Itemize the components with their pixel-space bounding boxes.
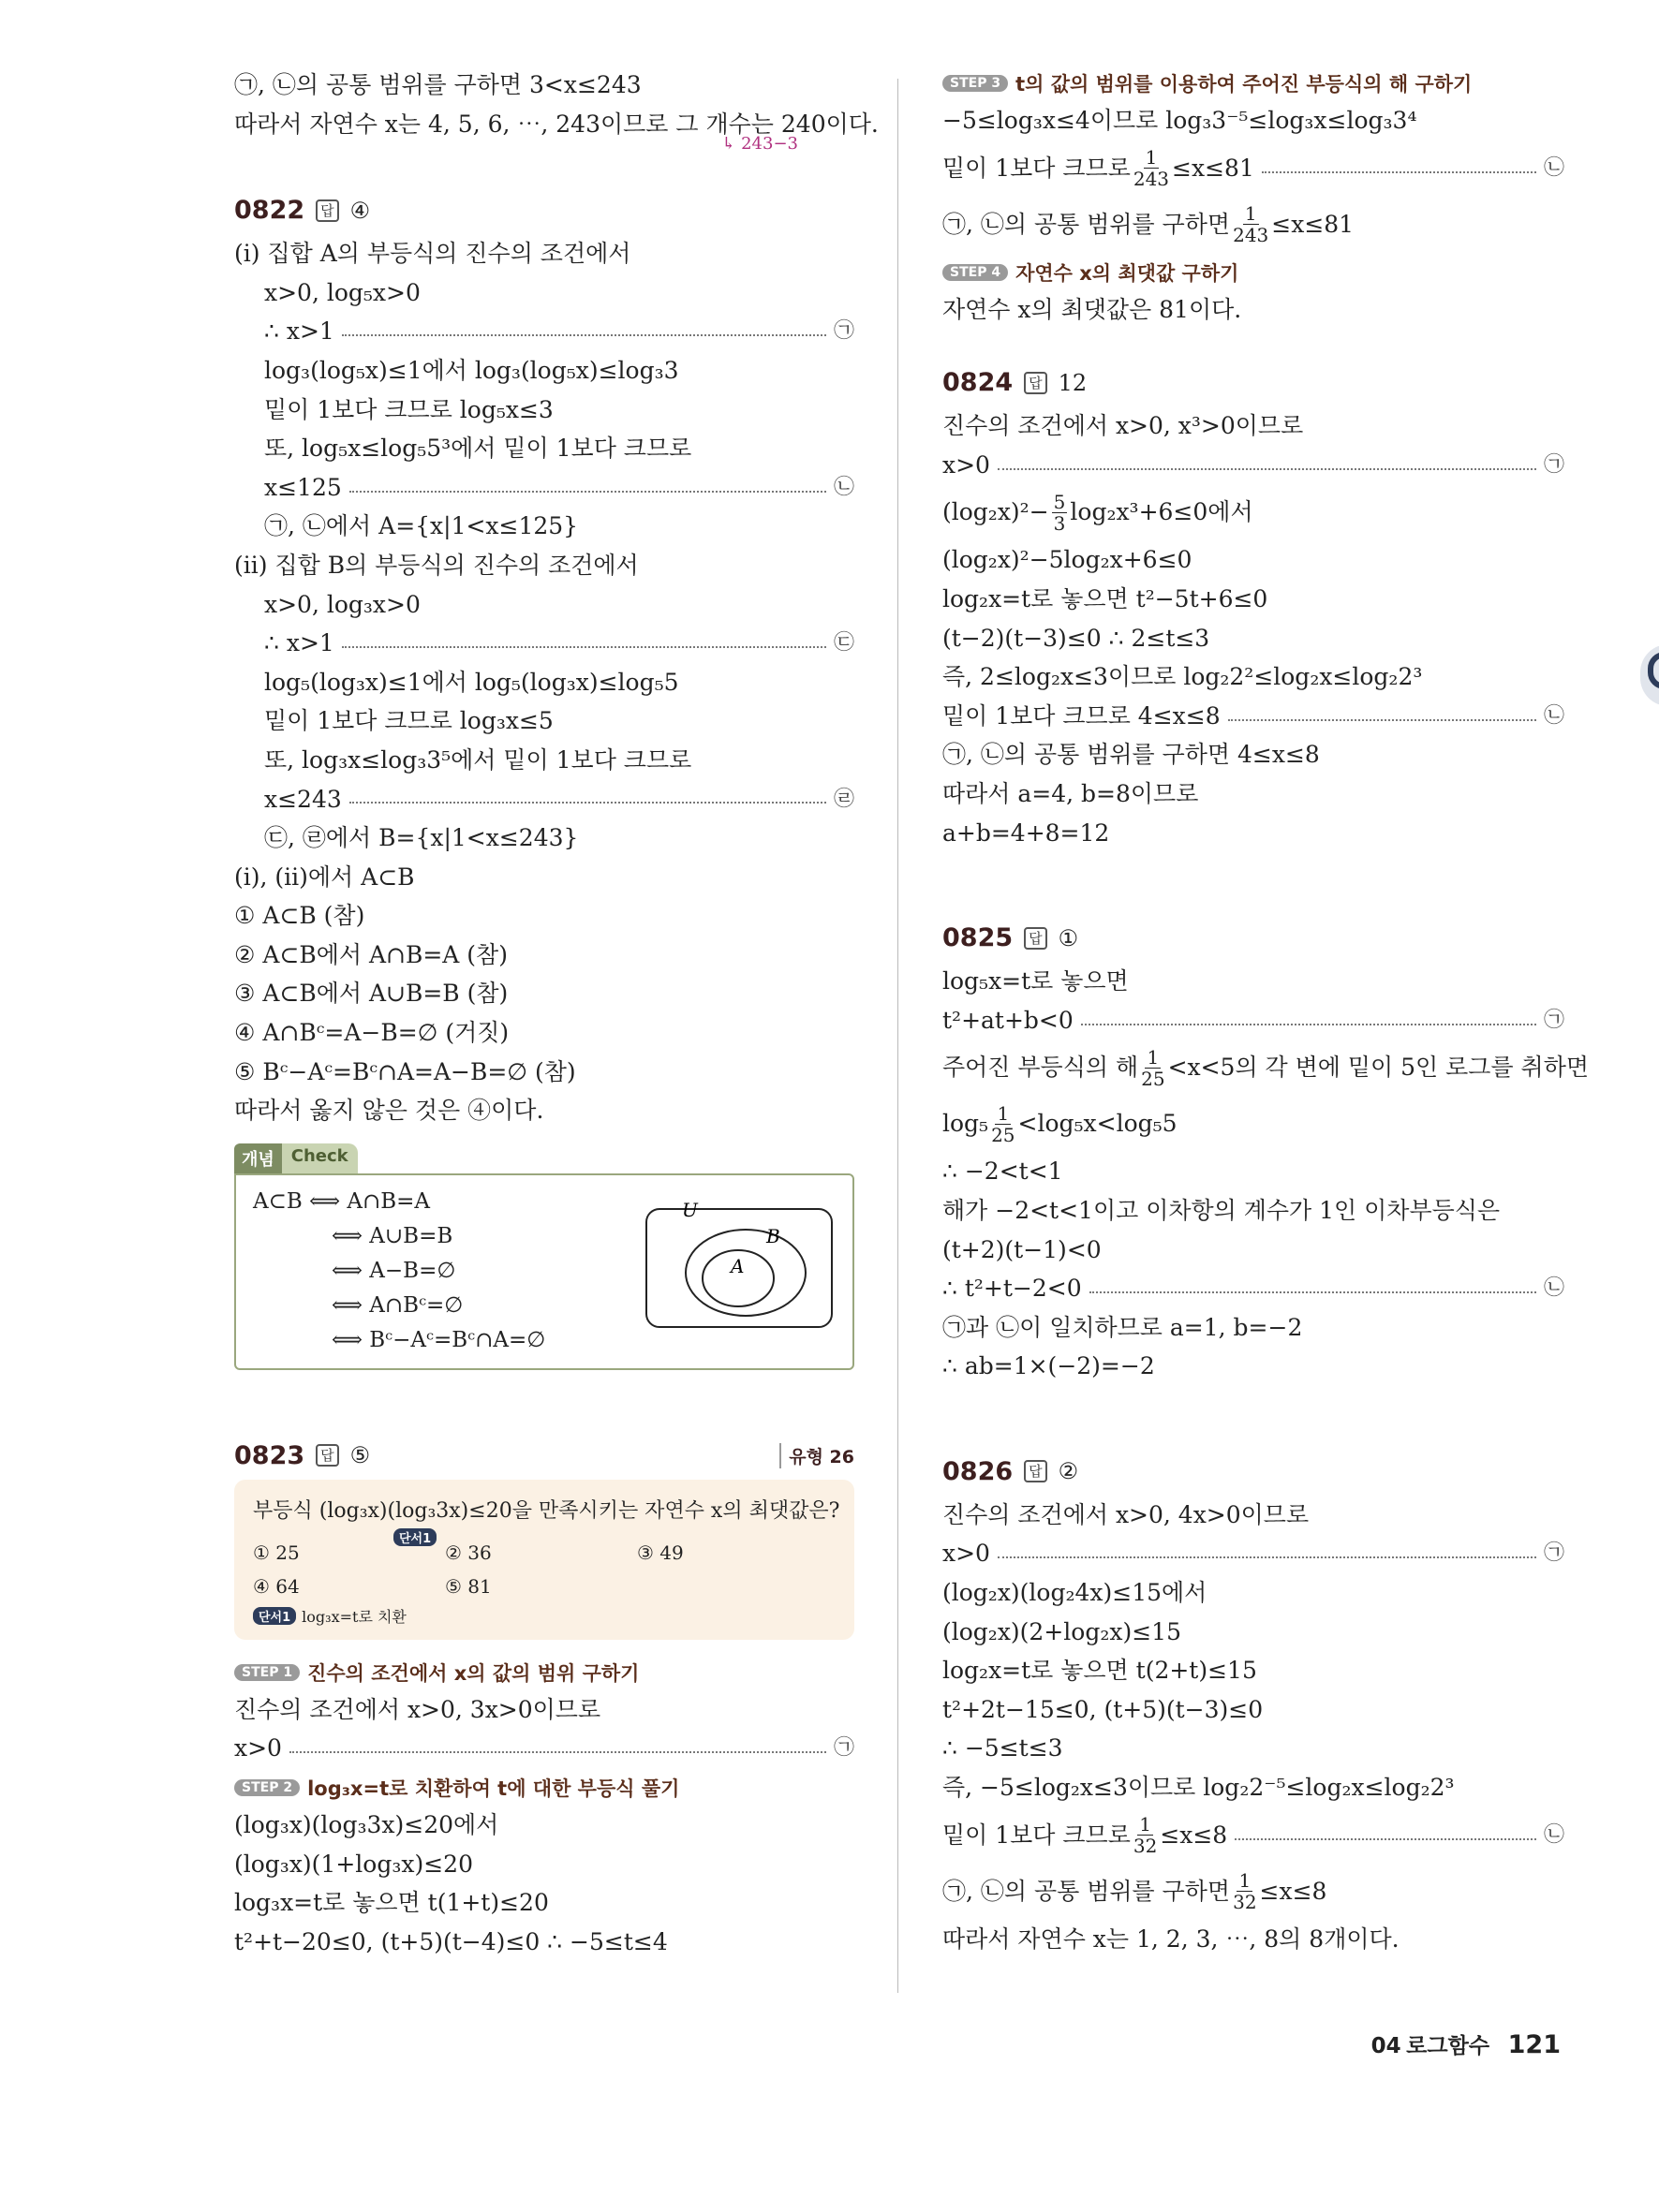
line-text: (log₂x)(log₂4x)≤15에서 (942, 1579, 1207, 1607)
line-text: 해가 −2<t<1이고 이차항의 계수가 1인 이차부등식은 (942, 1196, 1501, 1224)
marker: ㉢ (833, 631, 854, 656)
line-text: ∴ ab=1×(−2)=−2 (942, 1352, 1155, 1380)
solution-line (942, 1573, 1564, 1613)
answer-value: ① (1058, 924, 1079, 951)
line-text: 즉, −5≤log₂x≤3이므로 log₂2⁻⁵≤log₂x≤log₂2³ (942, 1774, 1455, 1802)
solution-line (942, 1191, 1564, 1231)
solution-line (234, 896, 854, 936)
step-3-header (942, 69, 1564, 97)
solution-line (942, 1534, 1564, 1573)
solution-0825 (942, 1152, 1564, 1386)
denominator: 243 (1233, 224, 1269, 247)
solution-line (942, 1690, 1564, 1730)
denominator: 243 (1133, 168, 1170, 191)
leader-dots (349, 491, 826, 493)
text-part: ㉠, ㉡의 공통 범위를 구하면 (942, 210, 1231, 238)
text-line: 따라서 자연수 x는 1, 2, 3, ⋯, 8의 8개이다. (942, 1924, 1400, 1953)
step-4-header (942, 258, 1564, 287)
numerator: 1 (1238, 1869, 1252, 1893)
solution-line (942, 697, 1564, 736)
chapter-title: 로그함수 (1406, 2034, 1490, 2058)
venn-diagram (644, 1200, 836, 1331)
line-text: ④ A∩Bᶜ=A−B=∅ (거짓) (234, 1019, 510, 1047)
solution-line (942, 1347, 1564, 1386)
concept-line: ⟺ A∪B=B (332, 1223, 453, 1248)
text-part: <x<5의 각 변에 밑이 5인 로그를 취하면 (1167, 1054, 1589, 1082)
spacer (234, 1370, 854, 1436)
solution-line (234, 429, 854, 468)
leader-dots (349, 802, 826, 804)
text-part: log₂x³+6≤0에서 (1070, 498, 1253, 526)
text-line (942, 1040, 1589, 1096)
text-line (942, 1001, 1564, 1040)
fraction (1133, 1814, 1157, 1856)
numerator: 1 (997, 1101, 1010, 1125)
solution-line (942, 1729, 1564, 1768)
line-text: (t−2)(t−3)≤0 ∴ 2≤t≤3 (942, 624, 1210, 652)
solution-line (234, 312, 854, 351)
solution-line (234, 1845, 854, 1884)
page-number: 121 (1507, 2030, 1561, 2059)
line-text: x≤125 (264, 473, 342, 501)
line-text: ∴ x>1 (264, 317, 334, 346)
line-text: x≤243 (264, 785, 342, 813)
step-2-body (234, 1806, 854, 1961)
line-text: (ⅰ) 집합 A의 부등식의 진수의 조건에서 (234, 240, 631, 268)
text-line (942, 140, 1564, 197)
spacer (234, 156, 854, 190)
label-a: A (731, 1254, 745, 1277)
solution-line (234, 391, 854, 430)
line-text: 진수의 조건에서 x>0, 4x>0이므로 (942, 1500, 1310, 1528)
line-text: (log₃x)(log₃3x)≤20에서 (234, 1811, 499, 1839)
line-text: 또, log₅x≤log₅5³에서 밑이 1보다 크므로 (264, 435, 692, 463)
leader-dots (998, 1556, 1536, 1558)
line-text: (log₂x)²−5log₂x+6≤0 (942, 546, 1192, 574)
line-text: 진수의 조건에서 x>0, 3x>0이므로 (234, 1695, 601, 1723)
line-text: log₃(log₅x)≤1에서 log₃(log₅x)≤log₃3 (264, 356, 679, 384)
options (253, 1536, 836, 1603)
marker: ㉡ (1543, 155, 1564, 180)
solution-line (234, 624, 854, 663)
solution-line (234, 1883, 854, 1923)
text-line (942, 197, 1564, 253)
text-part: ≤x≤81 (1271, 210, 1355, 238)
numerator: 1 (1145, 146, 1158, 170)
answer-badge: 답 (316, 199, 339, 222)
problem-number: 0824 (942, 368, 1014, 398)
line-text: 밑이 1보다 크므로 4≤x≤8 (942, 701, 1221, 730)
fraction (1133, 147, 1169, 189)
numerator: 1 (1147, 1045, 1160, 1069)
answer-badge: 답 (1024, 372, 1047, 394)
fraction (1052, 492, 1068, 534)
solution-line (234, 741, 854, 780)
line-text: 따라서 옳지 않은 것은 ④이다. (234, 1097, 544, 1125)
problem-header-0823 (234, 1441, 854, 1470)
leader-dots (342, 334, 826, 336)
solution-line (942, 1308, 1564, 1348)
option: ① 25 (253, 1541, 300, 1564)
marker: ㉡ (1543, 703, 1564, 728)
step-badge: STEP 2 (234, 1779, 300, 1796)
text-part: t²+at+b<0 (942, 1006, 1074, 1034)
solution-line (234, 351, 854, 391)
step-title: t의 값의 범위를 이용하여 주어진 부등식의 해 구하기 (1015, 73, 1473, 96)
line-text: 따라서 a=4, b=8이므로 (942, 779, 1199, 807)
solution-line (234, 780, 854, 819)
line-text: ㉠, ㉡의 공통 범위를 구하면 4≤x≤8 (942, 741, 1320, 769)
left-column (234, 66, 879, 1961)
text-part: 밑이 1보다 크므로 (942, 1821, 1131, 1849)
concept-check-box (234, 1173, 854, 1370)
line-text: (ⅰ), (ⅱ)에서 A⊂B (234, 863, 415, 891)
line-text: log₃x=t로 놓으면 t(1+t)≤20 (234, 1889, 549, 1917)
leader-dots (1235, 1838, 1536, 1840)
chapter-tab (1640, 644, 1659, 706)
fraction (1233, 203, 1268, 245)
line-text: ㉠과 ㉡이 일치하므로 a=1, b=−2 (942, 1313, 1303, 1341)
line-text: log₂x=t로 놓으면 t²−5t+6≤0 (942, 584, 1268, 612)
line-text: (log₂x)(2+log₂x)≤15 (942, 1617, 1181, 1645)
annotation-note: ↳ 243−3 (721, 134, 798, 155)
text-line: 따라서 자연수 x는 4, 5, 6, ⋯, 243이므로 그 개수는 240이다. (234, 110, 879, 138)
line-text: x>0 (942, 1540, 990, 1568)
leader-dots (342, 646, 826, 648)
solution-line (942, 1269, 1564, 1308)
line-text: ⑤ Bᶜ−Aᶜ=Bᶜ∩A=A−B=∅ (참) (234, 1057, 576, 1085)
text-line (942, 1864, 1564, 1920)
text-part: (log₂x)²− (942, 498, 1049, 526)
text-part: ≤x≤81 (1172, 154, 1254, 182)
check-tag: Check (282, 1143, 358, 1173)
line-text: 즉, 2≤log₂x≤3이므로 log₂2²≤log₂x≤log₂2³ (942, 663, 1423, 691)
option: ⑤ 81 (445, 1574, 492, 1598)
text-line: ㉠, ㉡의 공통 범위를 구하면 3<x≤243 (234, 71, 642, 98)
leader-dots (1081, 1024, 1536, 1025)
denominator: 25 (1141, 1067, 1165, 1090)
chapter-number: 04 (1370, 2034, 1401, 2058)
leader-dots (998, 468, 1536, 470)
text-part: log₅ (942, 1110, 989, 1138)
text-line (942, 446, 1564, 485)
text-part: ≤x≤8 (1259, 1877, 1327, 1905)
step-2-header (234, 1774, 854, 1802)
answer-value: ④ (349, 197, 371, 224)
line-text: (t+2)(t−1)<0 (942, 1235, 1102, 1263)
text-part: x>0 (942, 450, 990, 479)
solution-line (234, 818, 854, 858)
line-text: log₂x=t로 놓으면 t(2+t)≤15 (942, 1657, 1257, 1685)
solution-line (234, 1013, 854, 1053)
text-line: log₅x=t로 놓으면 (942, 967, 1129, 995)
fraction (1233, 1870, 1256, 1912)
text-part: ≤x≤8 (1160, 1821, 1228, 1849)
line-text: ㉢, ㉣에서 B={x|1<x≤243} (264, 824, 579, 852)
line-text: (ⅱ) 집합 B의 부등식의 진수의 조건에서 (234, 551, 639, 579)
answer-badge: 답 (1024, 1460, 1047, 1482)
line-text: t²+2t−15≤0, (t+5)(t−3)≤0 (942, 1695, 1264, 1723)
solution-line (942, 1231, 1564, 1270)
problem-number: 0825 (942, 923, 1014, 953)
step-badge: STEP 3 (942, 75, 1008, 92)
option: ② 36 (445, 1541, 492, 1564)
leader-dots (1089, 1291, 1536, 1293)
text-line: −5≤log₃x≤4이므로 log₃3⁻⁵≤log₃x≤log₃3⁴ (942, 107, 1417, 134)
solution-0824 (942, 540, 1564, 852)
concept-header (234, 1143, 854, 1173)
solution-line (234, 546, 854, 585)
concept-line: ⟺ A−B=∅ (332, 1258, 456, 1283)
solution-line (942, 774, 1564, 814)
line-text: ∴ x>1 (264, 629, 334, 657)
step-badge: STEP 1 (234, 1664, 300, 1681)
solution-line (942, 1613, 1564, 1652)
problem-number: 0822 (234, 196, 305, 226)
text-line (942, 1807, 1564, 1864)
line-text: x>0 (234, 1734, 282, 1762)
label-u: U (682, 1199, 698, 1221)
solution-line (234, 974, 854, 1013)
numerator: 5 (1053, 490, 1066, 513)
solution-line (234, 1690, 854, 1730)
solution-line (234, 1729, 854, 1768)
marker: ㉠ (833, 1736, 854, 1761)
leader-dots (1228, 719, 1536, 721)
line-text: ∴ −2<t<1 (942, 1158, 1063, 1186)
option: ④ 64 (253, 1574, 300, 1598)
text-part: 밑이 1보다 크므로 (942, 154, 1131, 182)
solution-line (942, 580, 1564, 619)
solution-line (234, 585, 854, 625)
line-text: ③ A⊂B에서 A∪B=B (참) (234, 980, 509, 1008)
answer-badge: 답 (1024, 927, 1047, 950)
line-text: t²+t−20≤0, (t+5)(t−4)≤0 ∴ −5≤t≤4 (234, 1927, 668, 1955)
answer-badge: 답 (316, 1444, 339, 1467)
problem-header-0822 (234, 196, 854, 225)
problem-header-0826 (942, 1457, 1564, 1486)
solution-0826 (942, 1496, 1564, 1807)
leader-dots (1262, 171, 1536, 173)
solution-line (942, 735, 1564, 774)
concept-line: ⟺ A∩Bᶜ=∅ (332, 1292, 464, 1318)
line-text: ① A⊂B (참) (234, 902, 365, 930)
denominator: 32 (1233, 1891, 1257, 1914)
solution-line (234, 1923, 854, 1962)
answer-value: ② (1058, 1458, 1079, 1485)
spacer (942, 1386, 1564, 1452)
solution-line (942, 540, 1564, 580)
step-title: 자연수 x의 최댓값 구하기 (1015, 261, 1239, 285)
solution-line (942, 1152, 1564, 1191)
fraction (1141, 1047, 1164, 1089)
fraction (991, 1103, 1015, 1145)
step-1-body (234, 1690, 854, 1768)
solution-line (234, 273, 854, 313)
solution-line (942, 1496, 1564, 1535)
page-footer (1371, 2028, 1561, 2059)
line-text: (log₃x)(1+log₃x)≤20 (234, 1850, 473, 1878)
spacer (942, 329, 1564, 362)
text-part: 주어진 부등식의 해 (942, 1054, 1139, 1082)
solution-line (942, 814, 1564, 853)
hint-marker: 단서1 (393, 1528, 437, 1546)
right-column (942, 69, 1589, 1958)
numerator: 1 (1139, 1813, 1151, 1836)
hint-badge: 단서1 (253, 1607, 296, 1625)
problem-box (234, 1480, 854, 1640)
column-divider (897, 79, 898, 1993)
solution-0822 (234, 234, 854, 1130)
answer-value: 12 (1058, 369, 1088, 396)
spacer (942, 852, 1564, 918)
line-text: ㉠, ㉡에서 A={x|1<x≤125} (264, 512, 579, 540)
line-text: x>0, log₅x>0 (264, 278, 421, 306)
solution-line (234, 468, 854, 508)
solution-line (234, 507, 854, 546)
solution-line (234, 663, 854, 702)
problem-header-0824 (942, 368, 1564, 397)
marker: ㉡ (833, 475, 854, 499)
solution-line (234, 1091, 854, 1130)
line-text: 밑이 1보다 크므로 log₅x≤3 (264, 395, 554, 423)
hint-row (253, 1605, 836, 1627)
problem-number: 0823 (234, 1440, 305, 1470)
text-line: 진수의 조건에서 x>0, x³>0이므로 (942, 412, 1304, 440)
text-line (942, 484, 1564, 540)
step-title: log₃x=t로 치환하여 t에 대한 부등식 풀기 (307, 1777, 680, 1801)
solution-line (234, 936, 854, 975)
line-text: ② A⊂B에서 A∩B=A (참) (234, 940, 508, 968)
marker: ㉡ (1543, 1822, 1564, 1847)
solution-line (234, 234, 854, 273)
chapter-tab-mark (1648, 652, 1659, 689)
answer-value: ⑤ (349, 1442, 371, 1469)
solution-line (942, 1651, 1564, 1690)
problem-question: 부등식 (log₃x)(log₃3x)≤20을 만족시키는 자연수 x의 최댓값은? (253, 1498, 840, 1523)
solution-line (234, 858, 854, 897)
problem-header-0825 (942, 923, 1564, 952)
solution-line (234, 1806, 854, 1845)
option: ③ 49 (637, 1541, 684, 1564)
problem-type: 유형 26 (779, 1443, 854, 1468)
solution-line (942, 657, 1564, 697)
text-part: ㉠, ㉡의 공통 범위를 구하면 (942, 1877, 1231, 1905)
marker: ㉠ (833, 319, 854, 344)
marker: ㉠ (1543, 1008, 1564, 1032)
denominator: 32 (1133, 1835, 1158, 1858)
marker: ㉠ (1543, 452, 1564, 477)
line-text: log₅(log₃x)≤1에서 log₅(log₃x)≤log₅5 (264, 668, 679, 696)
hint-text: log₃x=t로 치환 (302, 1607, 407, 1626)
line-text: ∴ −5≤t≤3 (942, 1734, 1063, 1762)
line-text: x>0, log₃x>0 (264, 590, 421, 618)
concept-line: A⊂B ⟺ A∩B=A (253, 1188, 431, 1214)
annotation-note-text: 243−3 (741, 134, 798, 155)
text-part: <log₅x<log₅5 (1017, 1110, 1178, 1138)
step-1-header (234, 1659, 854, 1687)
solution-line (942, 1768, 1564, 1807)
concept-line: ⟺ Bᶜ−Aᶜ=Bᶜ∩A=∅ (332, 1327, 546, 1352)
step-badge: STEP 4 (942, 264, 1008, 281)
solution-line (234, 1053, 854, 1092)
marker: ㉣ (833, 787, 854, 811)
step-title: 진수의 조건에서 x의 값의 범위 구하기 (307, 1661, 640, 1685)
denominator: 3 (1053, 511, 1066, 535)
problem-number: 0826 (942, 1456, 1014, 1486)
line-text: a+b=4+8=12 (942, 818, 1110, 847)
text-line (942, 1096, 1564, 1152)
solution-line (234, 701, 854, 741)
leader-dots (289, 1751, 826, 1753)
line-text: 또, log₃x≤log₃3⁵에서 밑이 1보다 크므로 (264, 745, 692, 774)
marker: ㉠ (1543, 1541, 1564, 1566)
line-text: ∴ t²+t−2<0 (942, 1275, 1082, 1303)
numerator: 1 (1244, 202, 1257, 226)
solution-line (942, 619, 1564, 658)
line-text: 밑이 1보다 크므로 log₃x≤5 (264, 707, 554, 735)
text-line: 자연수 x의 최댓값은 81이다. (942, 295, 1242, 323)
marker: ㉡ (1543, 1276, 1564, 1301)
label-b: B (766, 1224, 780, 1247)
concept-tag: 개념 (234, 1143, 282, 1173)
denominator: 25 (991, 1123, 1015, 1146)
